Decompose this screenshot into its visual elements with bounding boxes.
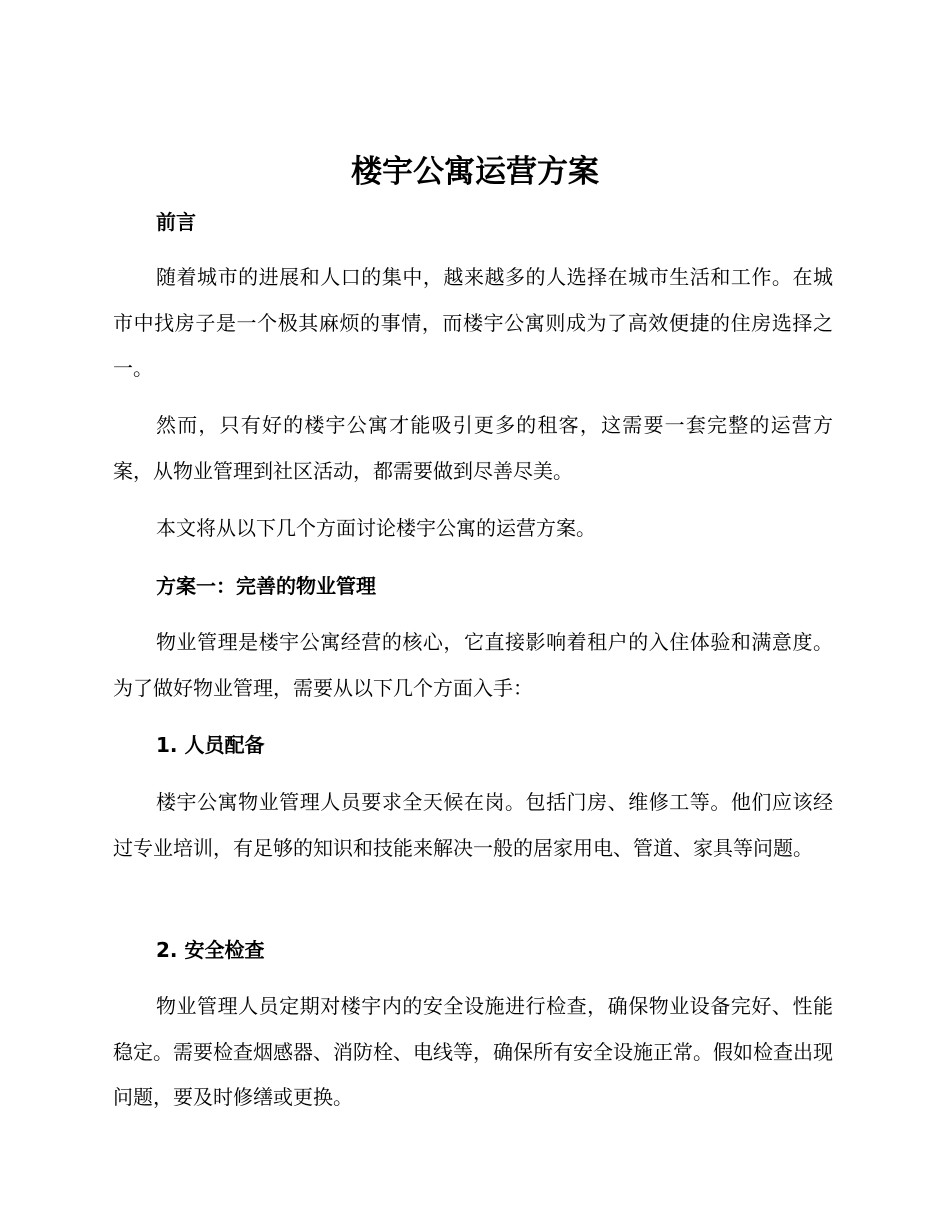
subsection-heading-staffing: 1. 人员配备 [156,733,265,757]
paragraph-preface-3: 本文将从以下几个方面讨论楼宇公寓的运营方案。 [156,516,596,540]
paragraph-staffing: 楼宇公寓物业管理人员要求全天候在岗。包括门房、维修工等。他们应该经过专业培训，有足够的知识和技能来解决一般的居家用电、管道、家具等问题。 [113,790,833,860]
section-heading-preface: 前言 [156,210,196,234]
subsection-heading-safety-check: 2. 安全检查 [156,938,265,962]
paragraph-plan-1: 物业管理是楼宇公寓经营的核心，它直接影响着租户的入住体验和满意度。为了做好物业管理，需要从以下几个方面入手： [113,630,833,700]
paragraph-preface-1: 随着城市的进展和人口的集中，越来越多的人选择在城市生活和工作。在城市中找房子是一个极其麻烦的事情，而楼宇公寓则成为了高效便捷的住房选择之一。 [113,265,833,380]
paragraph-preface-2: 然而，只有好的楼宇公寓才能吸引更多的租客，这需要一套完整的运营方案，从物业管理到社区活动，都需要做到尽善尽美。 [113,413,833,483]
paragraph-safety-check: 物业管理人员定期对楼宇内的安全设施进行检查，确保物业设备完好、性能稳定。需要检查烟感器、消防栓、电线等，确保所有安全设施正常。假如检查出现问题，要及时修缮或更换。 [113,994,833,1109]
document-title: 楼宇公寓运营方案 [351,154,599,190]
section-heading-plan-1: 方案一：完善的物业管理 [156,574,376,598]
